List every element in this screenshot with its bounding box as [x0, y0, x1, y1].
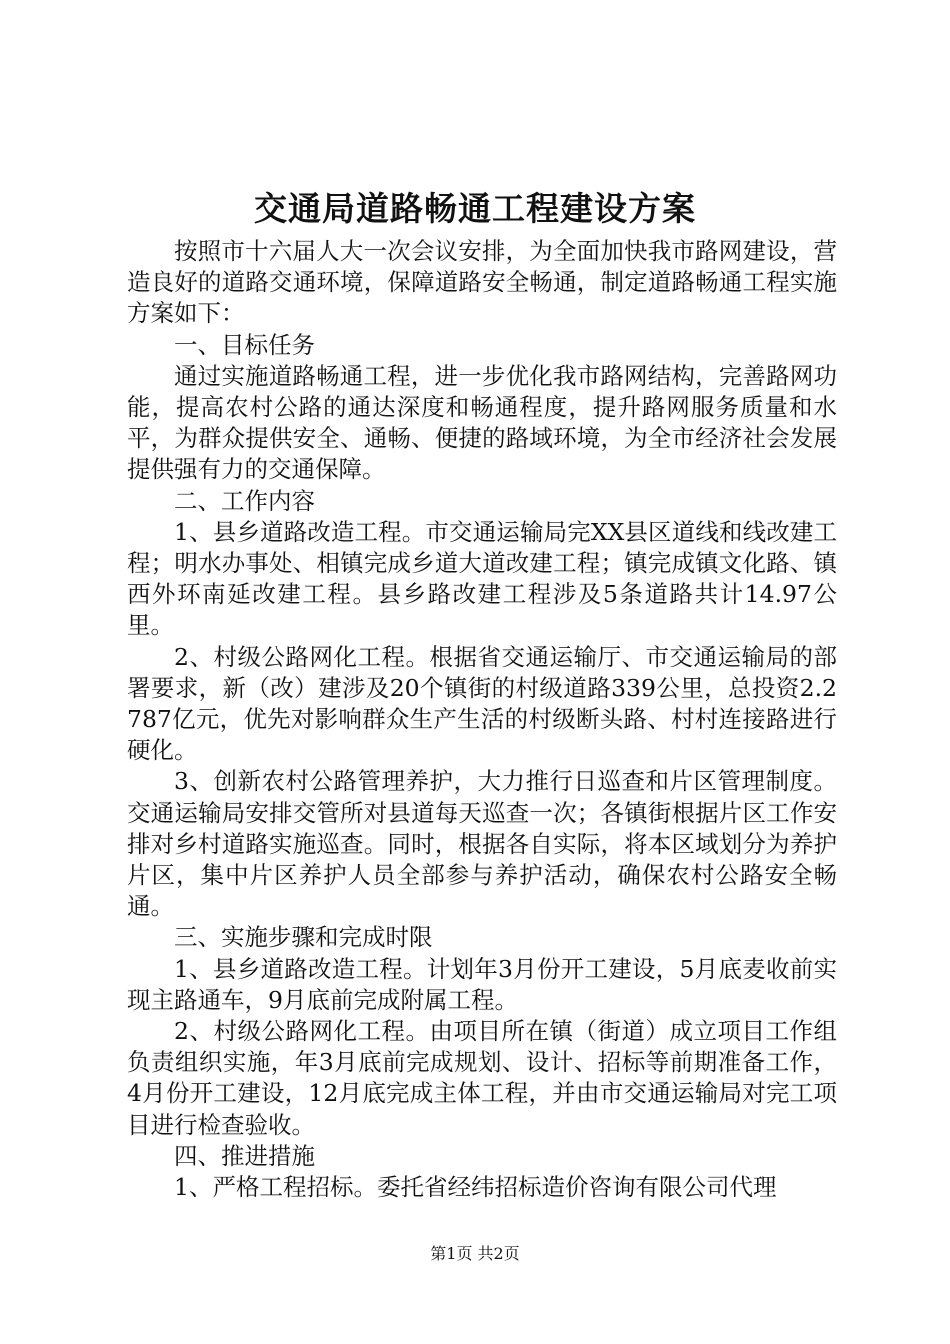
measures-item-1: 1、严格工程招标。委托省经纬招标造价咨询有限公司代理 [174, 1173, 777, 1202]
work-item-1: 1、县乡道路改造工程。市交通运输局完XX县区道线和线改建工程；明水办事处、相镇完成乡道大道改建工程；镇完成镇文化路、镇西外环南延改建工程。县乡路改建工程涉及5条道路共计14.97公里。 [127, 517, 837, 640]
work-item-2: 2、村级公路网化工程。根据省交通运输厅、市交通运输局的部署要求，新（改）建涉及20个镇街的村级道路339公里，总投资2.2787亿元，优先对影响群众生产生活的村级断头路、村村连接路进行硬化。 [127, 642, 837, 765]
section-heading-schedule: 三、实施步骤和完成时限 [174, 923, 433, 952]
work-item-3: 3、创新农村公路管理养护，大力推行日巡查和片区管理制度。交通运输局安排交管所对县道每天巡查一次；各镇街根据片区工作安排对乡村道路实施巡查。同时，根据各自实际，将本区域划分为养护片区，集中片区养护人员全部参与养护活动，确保农村公路安全畅通。 [127, 767, 837, 921]
section-heading-goals: 一、目标任务 [174, 330, 315, 359]
section-heading-work: 二、工作内容 [174, 486, 315, 515]
document-title: 交通局道路畅通工程建设方案 [254, 189, 696, 228]
document-body [127, 236, 837, 1203]
page-footer: 第1页 共2页 [430, 1244, 520, 1263]
section-heading-measures: 四、推进措施 [174, 1141, 315, 1170]
intro-paragraph: 按照市十六届人大一次会议安排，为全面加快我市路网建设，营造良好的道路交通环境，保障道路安全畅通，制定道路畅通工程实施方案如下： [127, 237, 837, 328]
schedule-item-2: 2、村级公路网化工程。由项目所在镇（街道）成立项目工作组负责组织实施，年3月底前完成规划、设计、招标等前期准备工作，4月份开工建设，12月底完成主体工程，并由市交通运输局对完工项目进行检查验收。 [127, 1017, 837, 1139]
goals-paragraph: 通过实施道路畅通工程，进一步优化我市路网结构，完善路网功能，提高农村公路的通达深度和畅通程度，提升路网服务质量和水平，为群众提供安全、通畅、便捷的路域环境，为全市经济社会发展提供强有力的交通保障。 [127, 361, 837, 484]
schedule-item-1: 1、县乡道路改造工程。计划年3月份开工建设，5月底麦收前实现主路通车，9月底前完成附属工程。 [127, 954, 837, 1014]
